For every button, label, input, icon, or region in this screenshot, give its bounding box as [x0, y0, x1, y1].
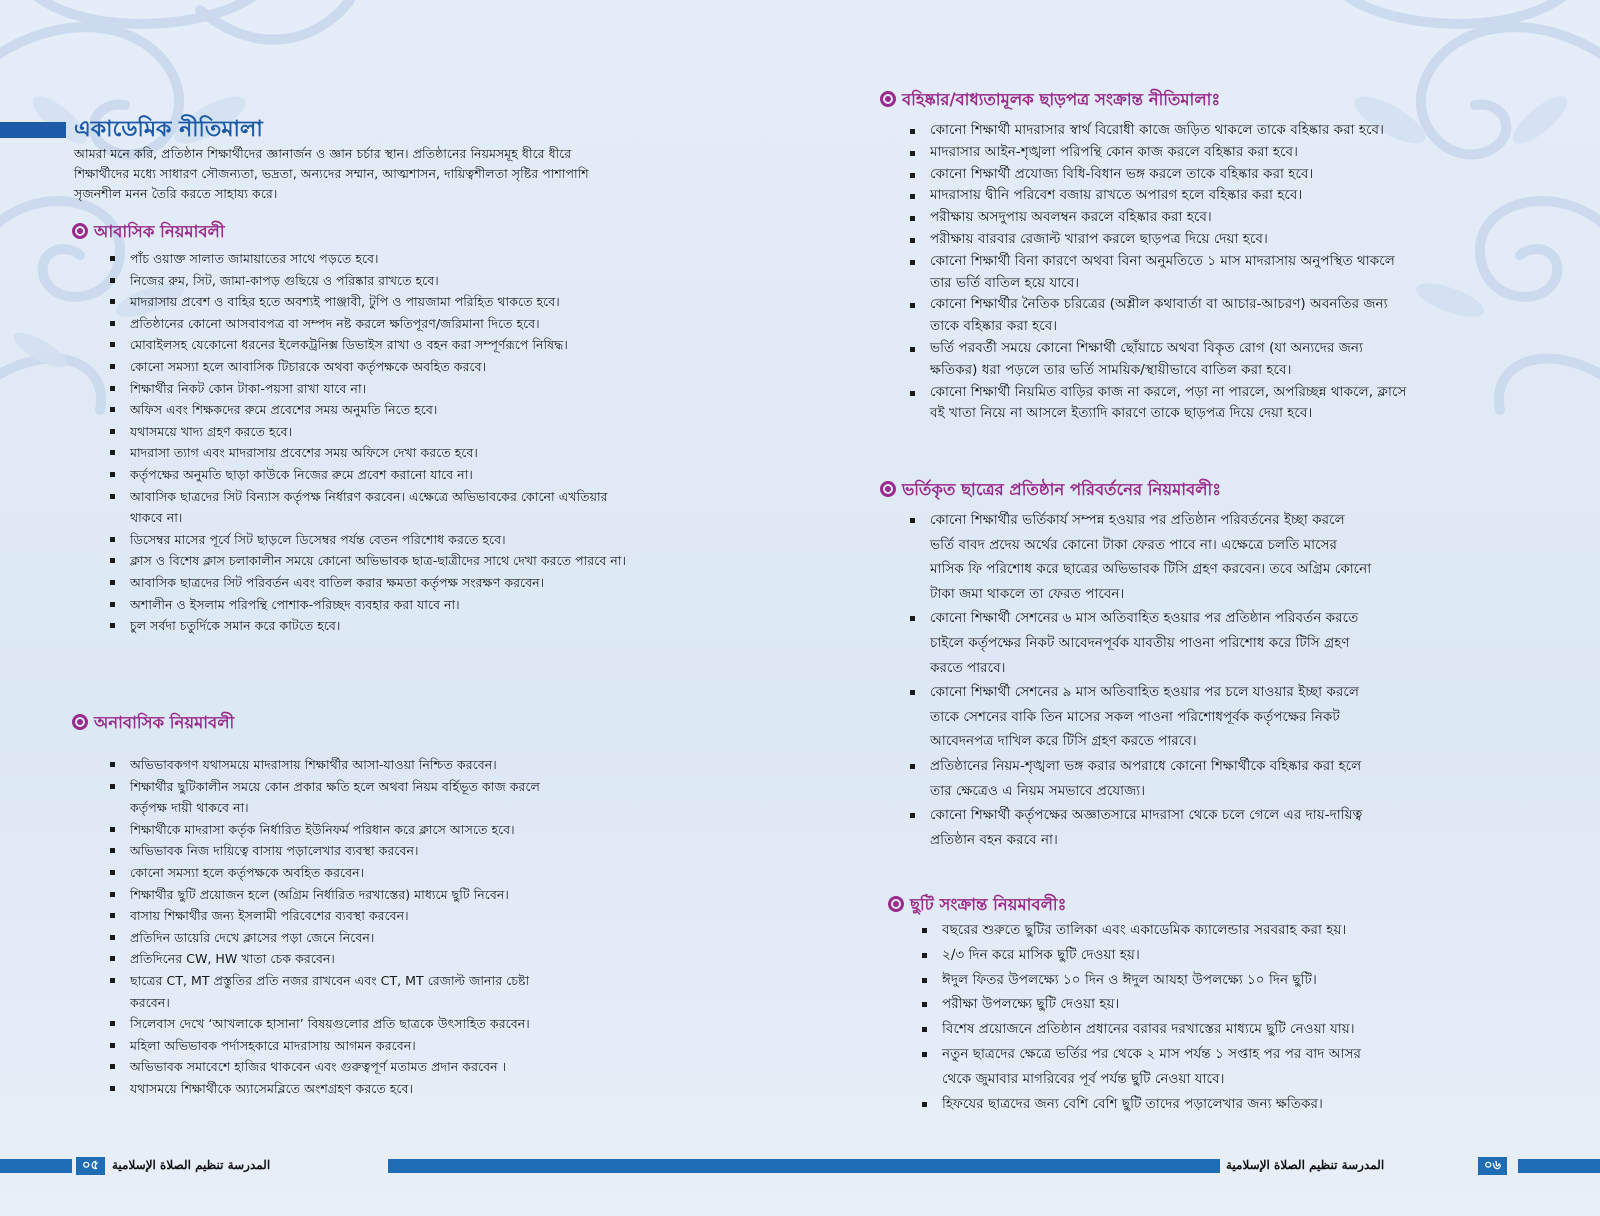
rule-text-line: বিশেষ প্রয়োজনে প্রতিষ্ঠান প্রধানের বরাবর দরখাস্তের মাধ্যমে ছুটি নেওয়া যায়। [942, 1021, 1355, 1038]
rule-text-line: সিলেবাস দেখে ‘আখলাকে হাসানা’ বিষয়গুলোর প্রতি ছাত্রকে উৎসাহিত করবেন। [130, 1016, 530, 1032]
rule-text-line: করবেন। [130, 994, 170, 1010]
rule-item [106, 399, 626, 421]
bullet-circle-icon [880, 481, 896, 497]
rule-text-line: শিক্ষার্থীর নিকট কোন টাকা-পয়সা রাখা যাবে না। [130, 380, 367, 396]
rule-text-line: মাসিক ফি পরিশোধ করে ছাত্রের অভিভাবক টিসি গ্রহণ করবেন। তবে অগ্রিম কোনো [930, 561, 1372, 578]
rule-text-line: ঈদুল ফিতর উপলক্ষ্যে ১০ দিন ও ঈদুল আযহা উপলক্ষ্যে ১০ দিন ছুটি। [942, 971, 1317, 988]
rule-text-line: প্রতিষ্ঠান বহন করবে না। [930, 831, 1058, 848]
academic-policy-title [0, 118, 420, 142]
rule-text-line: শিক্ষার্থীর ছুটিকালীন সময়ে কোন প্রকার ক্ষতি হলে অথবা নিয়ম বর্হিভূত কাজ করলে [130, 778, 540, 794]
rule-item [106, 486, 626, 529]
rule-text-line: অশালীন ও ইসলাম পরিপন্থি পোশাক-পরিচ্ছদ ব্যবহার করা যাবে না। [130, 596, 460, 612]
rule-item [106, 529, 626, 551]
rule-text-line: তাকে বহিষ্কার করা হবে। [930, 318, 1058, 335]
rule-text-line: পরীক্ষায় অসদুপায় অবলম্বন করলে বহিষ্কার করা হবে। [930, 209, 1212, 226]
rule-text-line: আবেদনপত্র দাখিল করে টিসি গ্রহণ করতে পারবে। [930, 733, 1197, 750]
section-heading-transfer: ভর্তিকৃত ছাত্রের প্রতিষ্ঠান পরিবর্তনের নিয়মাবলীঃ [880, 479, 1221, 501]
rule-item [906, 251, 1406, 295]
rule-item [106, 356, 626, 378]
rule-item [918, 1042, 1361, 1092]
rule-text-line: অফিস এবং শিক্ষকদের রুমে প্রবেশের সময় অনুমতি নিতে হবে। [130, 402, 438, 418]
rule-text-line: মাদরাসার আইন-শৃঙ্খলা পরিপন্থি কোন কাজ করলে বহিষ্কার করা হবে। [930, 143, 1298, 160]
rule-item [906, 803, 1371, 852]
rule-text-line: ভর্তি পরবর্তী সময়ে কোনো শিক্ষার্থী ছোঁয়াচে অথবা বিকৃত রোগ (যা অন্যদের জন্য [930, 339, 1363, 356]
rule-item [106, 1078, 540, 1100]
rule-item [106, 927, 540, 949]
rule-item [106, 776, 540, 819]
intro-paragraph [74, 144, 734, 204]
rule-text-line: থেকে জুমাবার মাগরিবের পূর্ব পর্যন্ত ছুটি নেওয়া যাবে। [942, 1070, 1225, 1087]
section-heading-leave: ছুটি সংক্রান্ত নিয়মাবলীঃ [888, 894, 1066, 916]
rule-text-line: অভিভাবকগণ যথাসময়ে মাদরাসায় শিক্ষার্থীর আসা-যাওয়া নিশ্চিত করবেন। [130, 757, 497, 772]
rule-text-line: হিফযের ছাত্রদের জন্য বেশি বেশি ছুটি তাদের পড়ালেখার জন্য ক্ষতিকর। [942, 1095, 1323, 1112]
rule-item [918, 1017, 1361, 1042]
right-page [800, 0, 1600, 1216]
rule-item [106, 313, 626, 335]
rule-text-line: মাদরাসায় দ্বীনি পরিবেশ বজায় রাখতে অপারগ হলে বহিষ্কার করা হবে। [930, 187, 1303, 204]
rule-text-line: আবাসিক ছাত্রদের সিট পরিবর্তন এবং বাতিল করার ক্ষমতা কর্তৃপক্ষ সংরক্ষণ করবেন। [130, 574, 545, 590]
rule-item [906, 185, 1406, 207]
rule-item [918, 943, 1361, 968]
section-heading-expulsion: বহিষ্কার/বাধ্যতামূলক ছাড়পত্র সংক্রান্ত নীতিমালাঃ [880, 89, 1220, 111]
rule-text-line: নতুন ছাত্রদের ক্ষেত্রে ভর্তির পর থেকে ২ মাস পর্যন্ত ১ সপ্তাহ পর পর বাদ আসর [942, 1045, 1362, 1062]
rule-item [106, 948, 540, 970]
rule-item [906, 508, 1371, 606]
rule-item [106, 905, 540, 927]
page-title: একাডেমিক নীতিমালা [74, 117, 263, 142]
rule-item [906, 382, 1406, 426]
rule-item [906, 754, 1371, 803]
rule-text-line: পরীক্ষা উপলক্ষ্যে ছুটি দেওয়া হয়। [942, 996, 1120, 1013]
rule-item [106, 594, 626, 616]
rule-item [918, 968, 1361, 993]
rule-text-line: বই খাতা নিয়ে না আসলে ইত্যাদি কারণে তাকে ছাড়পত্র দিয়ে দেয়া হবে। [930, 405, 1313, 422]
rule-text-line: অভিভাবক নিজ দায়িত্বে বাসায় পড়ালেখার ব্যবস্থা করবেন। [130, 843, 419, 859]
rule-text-line: তার ভর্তি বাতিল হয়ে যাবে। [930, 274, 1080, 291]
rule-text-line: অভিভাবক সমাবেশে হাজির থাকবেন এবং গুরুত্বপূর্ণ মতামত প্রদান করবেন । [130, 1059, 507, 1075]
bullet-circle-icon [888, 896, 904, 912]
rule-item [106, 754, 540, 776]
rule-text-line: শিক্ষার্থীর ছুটি প্রয়োজন হলে (অগ্রিম নির্ধারিত দরখাস্তের) মাধ্যমে ছুটি নিবেন। [130, 886, 509, 902]
rule-text-line: মোবাইলসহ যেকোনো ধরনের ইলেকট্রনিক্স ডিভাইস রাখা ও বহন করা সম্পূর্ণরূপে নিষিদ্ধ। [130, 337, 568, 353]
intro-line: আমরা মনে করি, প্রতিষ্ঠান শিক্ষার্থীদের জ্ঞানার্জন ও জ্ঞান চর্চার স্থান। প্রতিষ্ঠানের নিয়মসমূহ ধীরে ধীরে [74, 146, 572, 161]
rule-item [106, 840, 540, 862]
rule-item [918, 918, 1361, 943]
bullet-circle-icon [880, 91, 896, 107]
rule-text-line: তাকে সেশনের বাকি তিন মাসের সকল পাওনা পরিশোধপূর্বক কর্তৃপক্ষের নিকট [930, 708, 1340, 725]
rule-item [106, 1035, 540, 1057]
footer-bar [1518, 1159, 1600, 1173]
rule-item [106, 572, 626, 594]
rule-item [106, 291, 626, 313]
rule-text-line: বছরের শুরুতে ছুটির তালিকা এবং একাডেমিক ক্যালেন্ডার সরবরাহ করা হয়। [942, 922, 1347, 938]
rule-text-line: আবাসিক ছাত্রদের সিট বিন্যাস কর্তৃপক্ষ নির্ধারণ করবেন। এক্ষেত্রে অভিভাবকের কোনো এখতিয়ার [130, 488, 608, 504]
rule-text-line: কর্তৃপক্ষের অনুমতি ছাড়া কাউকে নিজের রুমে প্রবেশ করানো যাবে না। [130, 466, 473, 482]
rule-item [906, 294, 1406, 338]
footer-arabic-text: المدرسة تنظيم الصلاة الإسلامية [1226, 1158, 1385, 1172]
rule-text-line: কর্তৃপক্ষ দায়ী থাকবে না। [130, 800, 249, 816]
section-heading-nonresidential: অনাবাসিক নিয়মাবলী [72, 712, 234, 734]
rule-text-line: টাকা জমা থাকলে তা ফেরত পাবেন। [930, 585, 1125, 602]
rule-text-line: চুল সর্বদা চতুর্দিকে সমান করে কাটতে হবে। [130, 618, 341, 634]
rule-item [906, 606, 1371, 680]
rule-item [906, 229, 1406, 251]
title-accent-bar [0, 122, 66, 138]
rule-item [906, 680, 1371, 754]
rule-text-line: থাকবে না। [130, 510, 183, 526]
rule-item [106, 550, 626, 572]
rule-text-line: ক্লাস ও বিশেষ ক্লাস চলাকালীন সময়ে কোনো অভিভাবক ছাত্র-ছাত্রীদের সাথে দেখা করতে পারবে না। [130, 553, 626, 569]
rule-text-line: কোনো শিক্ষার্থী মাদরাসার স্বার্থ বিরোধী কাজে জড়িত থাকলে তাকে বহিষ্কার করা হবে। [930, 122, 1384, 138]
rule-item [918, 1092, 1361, 1117]
expulsion-rules-list [906, 120, 1406, 425]
rule-item [106, 970, 540, 1013]
rule-item [106, 334, 626, 356]
footer-bar [0, 1159, 72, 1173]
rule-item [106, 819, 540, 841]
rule-item [906, 120, 1406, 142]
section-heading-residential: আবাসিক নিয়মাবলী [72, 221, 225, 243]
rule-text-line: মহিলা অভিভাবক পর্দাসহকারে মাদরাসায় আগমন করবেন। [130, 1037, 416, 1053]
rule-text-line: বাসায় শিক্ষার্থীর জন্য ইসলামী পরিবেশের ব্যবস্থা করবেন। [130, 908, 409, 924]
rule-text-line: কোনো শিক্ষার্থী কর্তৃপক্ষের অজ্ঞাতসারে মাদরাসা থেকে চলে গেলে এর দায়-দায়িত্ব [930, 807, 1363, 824]
rule-text-line: ভর্তি বাবদ প্রদেয় অর্থের কোনো টাকা ফেরত পাবে না। এক্ষেত্রে চলতি মাসের [930, 536, 1337, 553]
rule-text-line: কোনো শিক্ষার্থীর ভর্তিকার্য সম্পন্ন হওয়ার পর প্রতিষ্ঠান পরিবর্তনের ইচ্ছা করলে [930, 512, 1345, 528]
rule-text-line: তার ক্ষেত্রেও এ নিয়ম সমভাবে প্রযোজ্য। [930, 782, 1146, 799]
bullet-circle-icon [72, 223, 88, 239]
nonresidential-rules-list [106, 754, 540, 1100]
rule-item [106, 442, 626, 464]
rule-text-line: যথাসময়ে শিক্ষার্থীকে অ্যাসেমব্লিতে অংশগ্রহণ করতে হবে। [130, 1080, 413, 1096]
intro-line: সৃজনশীল মনন তৈরি করতে সাহায্য করে। [74, 186, 278, 201]
rule-item [106, 270, 626, 292]
leave-rules-list [918, 918, 1361, 1116]
rule-item [106, 248, 626, 270]
rule-text-line: কোনো শিক্ষার্থী নিয়মিত বাড়ির কাজ না করলে, পড়া না পারলে, অপরিচ্ছন্ন থাকলে, ক্লাসে [930, 383, 1407, 400]
rule-item [906, 142, 1406, 164]
rule-text-line: নিজের রুম, সিট, জামা-কাপড় গুছিয়ে ও পরিষ্কার রাখতে হবে। [130, 272, 439, 288]
rule-text-line: কোনো সমস্যা হলে কর্তৃপক্ষকে অবহিত করবেন। [130, 864, 365, 880]
rule-item [106, 615, 626, 637]
rule-text-line: পাঁচ ওয়াক্ত সালাত জামায়াতের সাথে পড়তে হবে। [130, 251, 379, 266]
rule-text-line: মাদরাসা ত্যাগ এবং মাদরাসায় প্রবেশের সময় অফিসে দেখা করতে হবে। [130, 445, 478, 461]
rule-text-line: প্রতিষ্ঠানের কোনো আসবাবপত্র বা সম্পদ নষ্ট করলে ক্ষতিপূরণ/জরিমানা দিতে হবে। [130, 315, 540, 331]
rule-text-line: কোনো সমস্যা হলে আবাসিক টিচারকে অথবা কর্তৃপক্ষকে অবহিত করবে। [130, 358, 487, 374]
rule-item [906, 164, 1406, 186]
rule-text-line: ক্ষতিকর) ধরা পড়লে তার ভর্তি সাময়িক/স্থায়ীভাবে বাতিল করা হবে। [930, 361, 1292, 378]
footer-bar [800, 1159, 1220, 1173]
bullet-circle-icon [72, 714, 88, 730]
rule-item [106, 464, 626, 486]
rule-text-line: করতে পারবে। [930, 659, 1006, 676]
rule-text-line: কোনো শিক্ষার্থী বিনা কারণে অথবা বিনা অনুমতিতে ১ মাস মাদরাসায় অনুপস্থিত থাকলে [930, 252, 1395, 269]
rule-text-line: ২/৩ দিন করে মাসিক ছুটি দেওয়া হয়। [942, 946, 1140, 963]
rule-item [106, 378, 626, 400]
rule-text-line: প্রতিদিনের CW, HW খাতা চেক করবেন। [130, 951, 335, 967]
residential-rules-list [106, 248, 626, 637]
page-number: ০৫ [76, 1157, 105, 1175]
rule-text-line: পরীক্ষায় বারবার রেজাল্ট খারাপ করলে ছাড়পত্র দিয়ে দেয়া হবে। [930, 230, 1268, 247]
rule-item [106, 421, 626, 443]
transfer-rules-list [906, 508, 1371, 852]
rule-item [106, 862, 540, 884]
page-number: ০৬ [1478, 1157, 1507, 1175]
rule-text-line: প্রতিষ্ঠানের নিয়ম-শৃঙ্খলা ভঙ্গ করার অপরাধে কোনো শিক্ষার্থীকে বহিষ্কার করা হলে [930, 757, 1362, 774]
rule-text-line: যথাসময়ে খাদ্য গ্রহণ করতে হবে। [130, 423, 293, 439]
footer-bar [388, 1159, 800, 1173]
rule-text-line: কোনো শিক্ষার্থীর নৈতিক চরিত্রের (অশ্লীল কথাবার্তা বা আচার-আচরণ) অবনতির জন্য [930, 296, 1388, 313]
rule-text-line: ডিসেম্বর মাসের পূর্বে সিট ছাড়লে ডিসেম্বর পর্যন্ত বেতন পরিশোধ করতে হবে। [130, 531, 506, 547]
rule-item [106, 884, 540, 906]
rule-text-line: প্রতিদিন ডায়েরি দেখে ক্লাসের পড়া জেনে নিবেন। [130, 929, 375, 945]
rule-item [906, 207, 1406, 229]
rule-text-line: কোনো শিক্ষার্থী সেশনের ৯ মাস অতিবাহিত হওয়ার পর চলে যাওয়ার ইচ্ছা করলে [930, 684, 1359, 701]
rule-text-line: কোনো শিক্ষার্থী প্রযোজ্য বিধি-বিধান ভঙ্গ করলে তাকে বহিষ্কার করা হবে। [930, 165, 1314, 182]
rule-text-line: ছাত্রের CT, MT প্রস্তুতির প্রতি নজর রাখবেন এবং CT, MT রেজাল্ট জানার চেষ্টা [130, 972, 530, 988]
rule-item [106, 1013, 540, 1035]
rule-item [106, 1056, 540, 1078]
intro-line: শিক্ষার্থীদের মধ্যে সাধারণ সৌজন্যতা, ভদ্রতা, অন্যদের সম্মান, আত্মশাসন, দায়িত্বশীলতা সৃষ্টির পাশাপাশি [74, 166, 589, 181]
rule-text-line: কোনো শিক্ষার্থী সেশনের ৬ মাস অতিবাহিত হওয়ার পর প্রতিষ্ঠান পরিবর্তন করতে [930, 610, 1359, 627]
rule-item [906, 338, 1406, 382]
footer-arabic-text: المدرسة تنظيم الصلاة الإسلامية [112, 1158, 271, 1172]
rule-text-line: শিক্ষার্থীকে মাদরাসা কর্তৃক নির্ধারিত ইউনিফর্ম পরিধান করে ক্লাসে আসতে হবে। [130, 821, 515, 837]
rule-item [918, 992, 1361, 1017]
rule-text-line: চাইলে কর্তৃপক্ষের নিকট আবেদনপূর্বক যাবতীয় পাওনা পরিশোধ করে টিসি গ্রহণ [930, 634, 1350, 651]
rule-text-line: মাদরাসায় প্রবেশ ও বাহির হতে অবশ্যই পাঞ্জাবী, টুপি ও পায়জামা পরিহিত থাকতে হবে। [130, 294, 560, 310]
